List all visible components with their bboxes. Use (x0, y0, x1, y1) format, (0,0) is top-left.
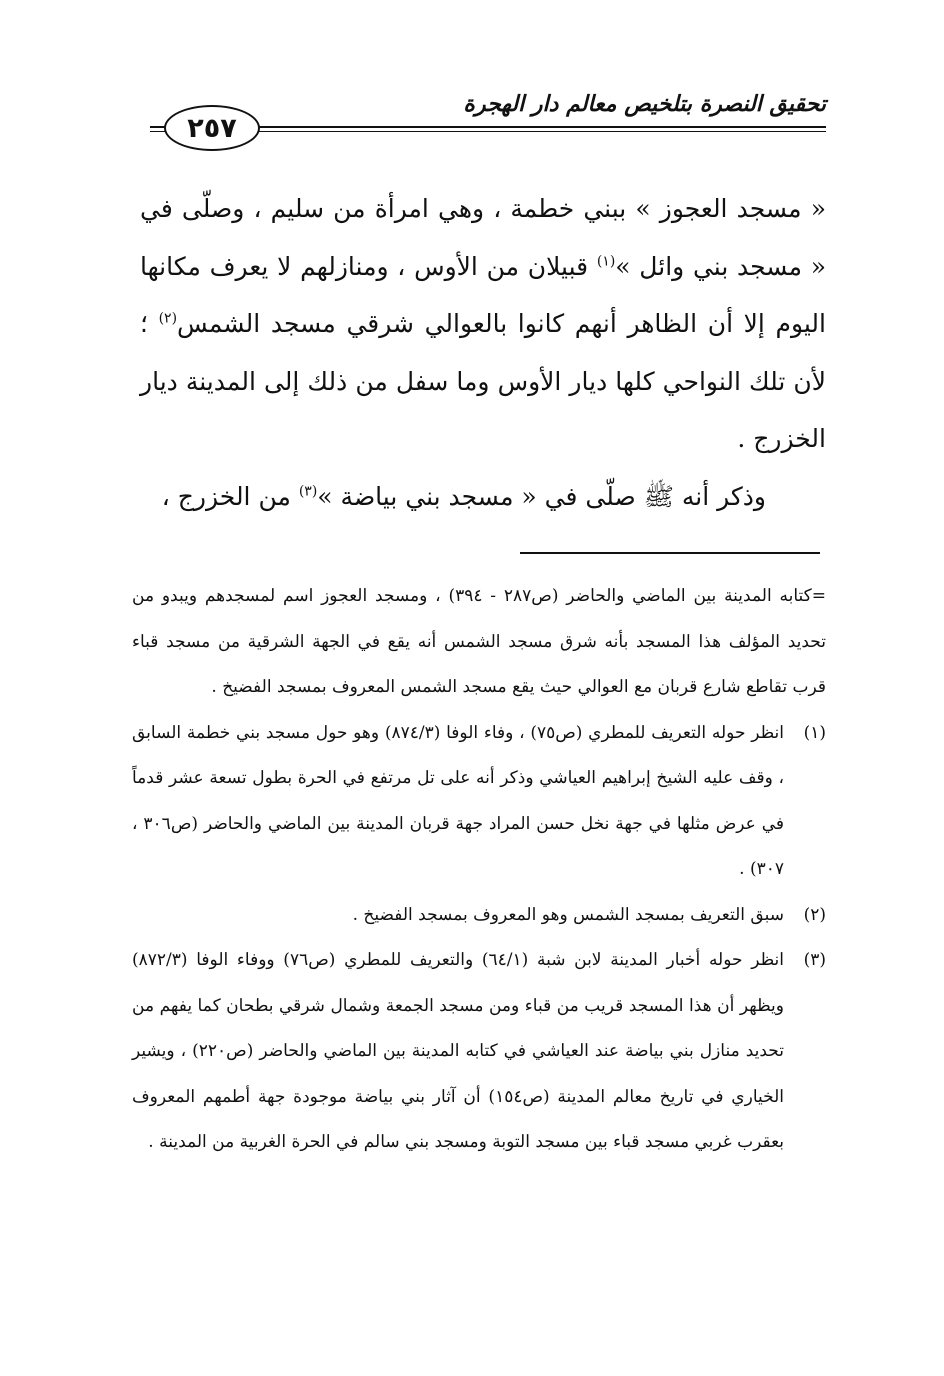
header-rule (230, 126, 826, 132)
footnotes (132, 574, 826, 1166)
footnote-number: (١) (803, 722, 826, 743)
footnote-ref: (٣) (298, 483, 318, 500)
footnote-separator (520, 552, 820, 554)
footnote-item (132, 893, 826, 939)
main-text (140, 180, 826, 525)
footnote-text: سبق التعريف بمسجد الشمس وهو المعروف بمسجد الفضيخ . (352, 904, 784, 925)
paragraph (140, 180, 826, 468)
page-header (150, 92, 826, 150)
page-number: ٢٥٧ (164, 105, 260, 151)
footnote-text: انظر حوله أخبار المدينة لابن شبة (٦٤/١) والتعريف للمطري (ص٧٦) ووفاء الوفا (٨٧٢/٣) ويظهر أن هذا المسجد قريب من قباء ومن مسجد الجمعة وشمال شرقي بطحان كما يفهم من تحديد منازل بني بياضة عند العياشي في كتابه المدينة بين الماضي والحاضر (ص٢٢٠) ، ويشير الخياري في تاريخ معالم المدينة (ص١٥٤) أن آثار بني بياضة موجودة جهة أطمهم المعروف بعقرب غربي مسجد قباء بين مسجد التوبة ومسجد بني سالم في الحرة الغربية من المدينة . (132, 950, 784, 1152)
footnote-item (132, 938, 826, 1166)
footnote-number: (٢) (803, 904, 826, 925)
text-run: وذكر أنه ﷺ صلّى في « مسجد بني بياضة » (317, 481, 766, 511)
text-run: ؛ لأن تلك النواحي كلها ديار الأوس وما سفل من ذلك إلى المدينة ديار الخزرج . (140, 309, 826, 453)
text-run: من الخزرج ، (161, 481, 299, 511)
footnote-item (132, 711, 826, 893)
running-title: تحقيق النصرة بتلخيص معالم دار الهجرة (463, 92, 826, 117)
footnote-text: انظر حوله التعريف للمطري (ص٧٥) ، وفاء الوفا (٨٧٤/٣) وهو حول مسجد بني خطمة السابق ، وقف عليه الشيخ إبراهيم العياشي وذكر أنه على تل مرتفع في الحرة بطول تسعة عشر قدماً في عرض مثلها في جهة نخل حسن المراد جهة قربان المدينة بين الماضي والحاضر (ص٣٠٦ ، ٣٠٧) . (132, 722, 784, 879)
text-run: « مسجد العجوز » ببني خطمة ، وهي امرأة من سليم ، وصلّى في « مسجد بني وائل » (140, 194, 826, 281)
footnote-ref: (٢) (158, 310, 178, 327)
footnote-number: (٣) (803, 950, 826, 970)
footnote-continuation: =كتابه المدينة بين الماضي والحاضر (ص٢٨٧ - ٣٩٤) ، ومسجد العجوز اسم لمسجدهم ويبدو من تحديد المؤلف هذا المسجد بأنه شرق مسجد الشمس أنه يقع في الجهة الشرقية من مسجد قباء قرب تقاطع شارع قربان مع العوالي حيث يقع مسجد الشمس المعروف بمسجد الفضيخ . (132, 586, 826, 697)
paragraph (140, 468, 826, 526)
footnote-ref: (١) (596, 253, 616, 270)
text-run: قبيلان من الأوس ، ومنازلهم لا يعرف مكانها اليوم إلا أن الظاهر أنهم كانوا بالعوالي شرقي مسجد الشمس (140, 251, 826, 338)
